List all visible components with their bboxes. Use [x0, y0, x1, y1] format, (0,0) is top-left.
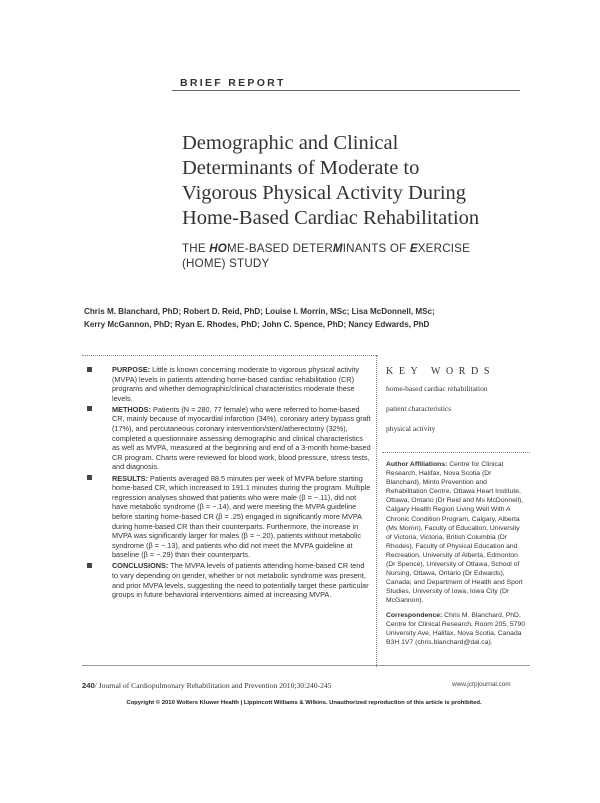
abstract-conclusions: [82, 561, 372, 599]
header-rule: [172, 90, 520, 91]
subtitle-part: THE: [182, 242, 210, 255]
abstract-heading: RESULTS:: [112, 473, 148, 483]
square-bullet-icon: [87, 475, 92, 480]
title-line: Determinants of Moderate to: [182, 157, 420, 179]
column-divider: [376, 355, 377, 667]
author-affiliations: [386, 460, 526, 606]
keywords-title: KEY WORDS: [386, 366, 496, 377]
keyword-item: home-based cardiac rehabilitation: [386, 384, 488, 393]
copyright-notice: Copyright © 2010 Wolters Kluwer Health | Lippincott Williams & Wilkins. Unauthorized reproduction of this article is prohibited.: [126, 700, 482, 706]
affiliations-block: [386, 460, 526, 652]
article-title: [182, 131, 542, 231]
keyword-item: patient characteristics: [386, 404, 452, 413]
article-subtitle: [182, 241, 532, 271]
abstract-results: [82, 474, 372, 560]
subtitle-acronym-letter: HO: [209, 242, 228, 255]
correspondence-text: Chris M. Blanchard, PhD, Centre for Clinical Research, Room 205, 5790 University Ave, Halifax, Nova Scotia, Canada B3H 1V7 (chris.blanchard@dal.ca).: [386, 611, 526, 646]
page-number: 240: [82, 681, 95, 690]
keywords-rule: [382, 452, 530, 453]
abstract-heading: CONCLUSIONS:: [112, 561, 169, 571]
title-line: Home-Based Cardiac Rehabilitation: [182, 207, 480, 229]
title-line: Demographic and Clinical: [182, 132, 399, 154]
correspondence-label: Correspondence:: [386, 611, 443, 619]
subtitle-line2: (HOME) STUDY: [182, 257, 270, 270]
journal-website: www.jcrpjournal.com: [452, 681, 511, 688]
title-line: Vigorous Physical Activity During: [182, 182, 467, 204]
square-bullet-icon: [87, 563, 92, 568]
abstract-rule: [82, 355, 378, 356]
subtitle-part: INANTS OF: [342, 242, 410, 255]
abstract-text: Patients (N = 280, 77 female) who were referred to home-based CR, mainly because of myocardial infarction (34%), coronary artery bypass graft (17%), and percutaneous coronary intervention/stent/atherectomy (32%), completed a questionnaire assessing demographic and clinical characteristics as well as MVPA, measured at the beginning and end of a 3-month home-based CR program. Charts were reviewed for blood work, blood pressure, stress tests, and diagnosis.: [112, 404, 371, 472]
subtitle-acronym-letter: E: [409, 242, 418, 255]
footer-citation: [82, 681, 332, 690]
abstract: [82, 365, 372, 601]
square-bullet-icon: [87, 406, 92, 411]
keywords-list: [386, 383, 526, 443]
author-line: Chris M. Blanchard, PhD; Robert D. Reid, PhD; Louise I. Morrin, MSc; Lisa McDonnell, MSc;: [84, 307, 435, 316]
square-bullet-icon: [87, 367, 92, 372]
journal-citation: / Journal of Cardiopulmonary Rehabilitation and Prevention 2010;30:240-245: [94, 681, 332, 690]
footer-rule: [82, 665, 530, 666]
subtitle-part: XERCISE: [417, 242, 471, 255]
abstract-purpose: [82, 365, 372, 403]
correspondence: [386, 611, 526, 647]
abstract-text: Little is known concerning moderate to vigorous physical activity (MVPA) levels in patients attending home-based cardiac rehabilitation (CR) programs and whether demographic/clinical characteristics moderate these levels.: [112, 365, 360, 403]
subtitle-part: ME-BASED DETER: [227, 242, 333, 255]
affiliations-text: Centre for Clinical Research, Halifax, Nova Scotia (Dr Blanchard), Minto Prevention and Rehabilitation Centre, Ottawa Heart Institute, Ottawa, Ontario (Dr Reid and Ms McDonnell), Calgary Health Region Living Well With A Chronic Condition Program, Calgary, Alberta (Ms Morrin), Faculty of Education, University of Victoria, Victoria, British Columbia (Dr Rhodes), Faculty of Physical Education and Recreation, University of Alberta, Edmonton (Dr Spence), University of Ottawa, School of Nursing, Ottawa, Ontario (Dr Edwards), Canada; and Department of Health and Sport Studies, University of Iowa, Iowa City (Dr McGannon).: [386, 461, 524, 605]
author-line: Kerry McGannon, PhD; Ryan E. Rhodes, PhD; John C. Spence, PhD; Nancy Edwards, PhD: [84, 319, 430, 329]
section-label: BRIEF REPORT: [180, 77, 286, 89]
subtitle-acronym-letter: M: [332, 242, 343, 255]
abstract-text: The MVPA levels of patients attending home-based CR tend to vary depending on gender, whether or not metabolic syndrome was present, and prior MVPA levels, suggesting the need to potentially target these particular groups in future behavioral interventions aimed at increasing MVPA.: [112, 561, 369, 600]
abstract-heading: PURPOSE:: [112, 365, 151, 374]
keyword-item: physical activity: [386, 424, 436, 433]
abstract-text: Patients averaged 88.5 minutes per week of MVPA before starting home-based CR, which increased to 191.1 minutes during the program. Multiple regression analyses showed that patients who were male (β = −.11), did not have metabolic syndrome (β = −.14), and were meeting the MVPA guideline before starting home-based CR (β = .25) engaged in significantly more MVPA during home-based CR than their counterparts. Furthermore, the increase in MVPA was significantly larger for males (β = −.20), patients without metabolic syndrome (β = −.13), and patients who did not meet the MVPA guideline at baseline (β = −.29) than their counterparts.: [112, 473, 371, 560]
abstract-methods: [82, 405, 372, 472]
author-list: [84, 306, 514, 331]
affiliations-label: Author Affiliations:: [386, 461, 448, 468]
abstract-heading: METHODS:: [112, 404, 151, 414]
